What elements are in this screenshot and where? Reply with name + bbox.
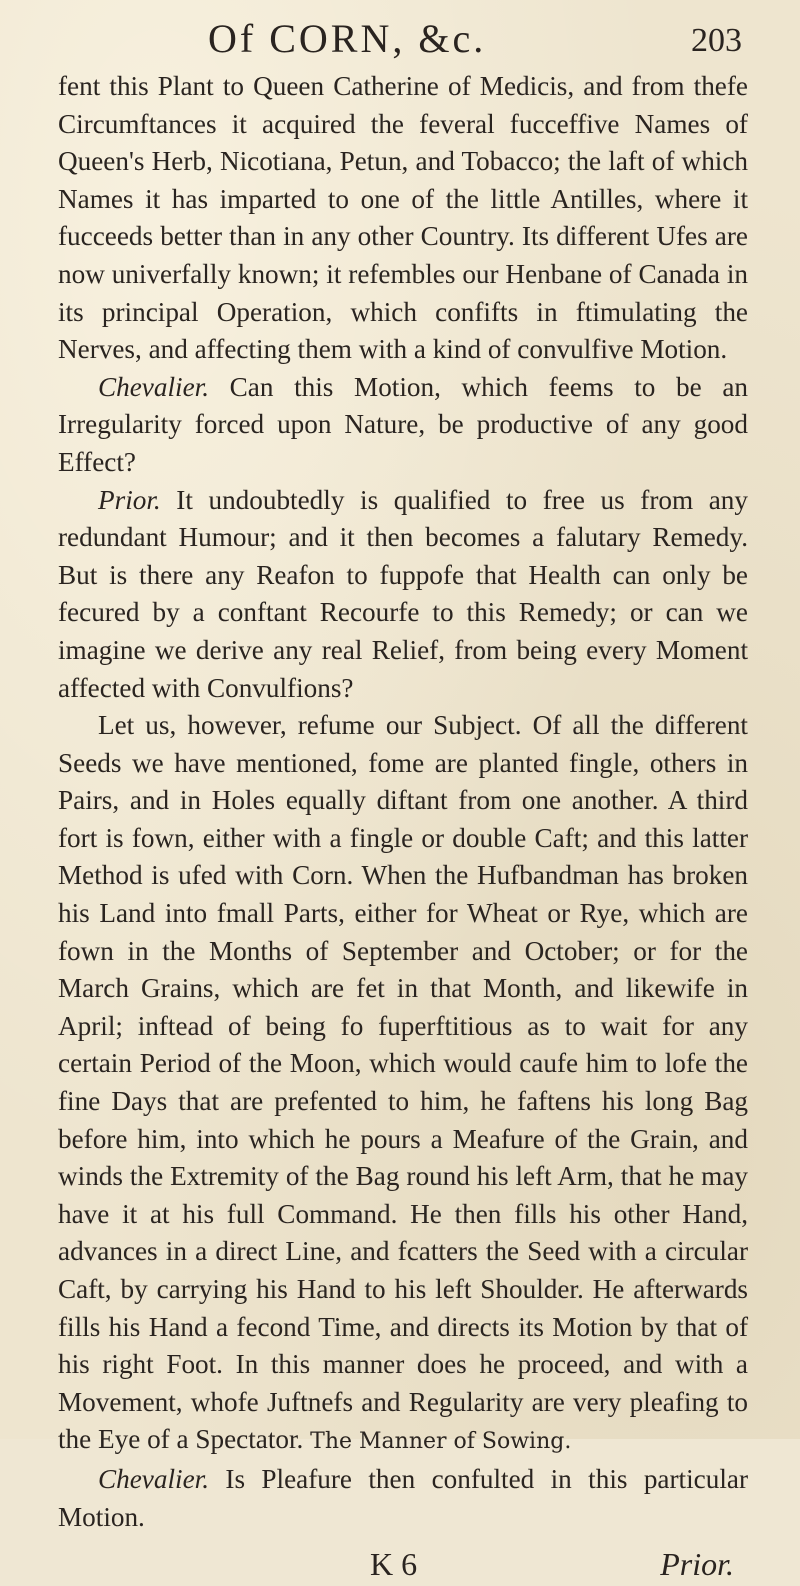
catchword: Prior. [660,1546,734,1583]
paragraph [58,68,748,369]
body-text [58,68,748,1536]
page-number: 203 [691,22,742,59]
speaker-label: Prior. [98,484,161,515]
page-footer [58,1542,748,1586]
paragraph [58,1461,748,1536]
paragraph-text: Is Pleafure then confulted in this particular Motion. [58,1463,748,1532]
paragraph-text: Let us, however, refume our Subject. Of all the different Seeds we have mentioned, fome are planted fingle, others in Pairs, and in Holes equally diftant from one another. A third fort is fown, either with a fingle or double Caft; and this latter Method is ufed with Corn. When the Hufbandman has broken his Land into fmall Parts, either for Wheat or Rye, which are fown in the Months of September and October; or for the March Grains, which are fet in that Month, and likewife in April; inftead of being fo fuperftitious as to wait for any certain Period of the Moon, which would caufe him to lofe the fine Days that are prefented to him, he faftens his long Bag before him, into which he pours a Meafure of the Grain, and winds the Extremity of the Bag round his left Arm, that he may have it at his full Command. He then fills his other Hand, advances in a direct Line, and fcatters the Seed with a circular Caft, by carrying his Hand to his left Shoulder. He afterwards fills his Hand a fecond Time, and directs its Motion by that of his right Foot. In this manner does he proceed, and with a Movement, whofe Juftnefs and Regularity are very pleafing to the Eye of a Spectator. [58,710,748,1455]
running-head: Of CORN, &c. [208,16,487,61]
paragraph-text: fent this Plant to Queen Catherine of Medicis, and from thefe Circumftances it acquired the feveral fucceffive Names of Queen's Herb, Nicotiana, Petun, and Tobacco; the laft of which Names it has imparted to one of the little Antilles, where it fucceeds better than in any other Country. Its different Ufes are now univerfally known; it refembles our Henbane of Canada in its principal Operation, which confifts in ftimulating the Nerves, and affecting them with a kind of convulfive Motion. [58,71,748,365]
speaker-label: Chevalier. [98,1463,209,1494]
side-note: The Manner of Sowing. [310,1429,572,1455]
page-header [58,18,748,60]
signature-mark: K 6 [370,1546,418,1583]
paragraph [58,482,748,708]
speaker-label: Chevalier. [98,371,209,402]
paragraph-text: It undoubtedly is qualified to free us from any redundant Humour; and it then becomes a falutary Remedy. But is there any Reafon to fuppofe that Health can only be fecured by a conftant Recourfe to this Remedy; or can we imagine we derive any real Relief, from being every Moment affected with Convulfions? [58,484,748,703]
paragraph [58,707,748,1461]
paragraph [58,369,748,482]
paragraph-text: Can this Motion, which feems to be an Irregularity forced upon Nature, be productive of any good Effect? [58,371,748,477]
